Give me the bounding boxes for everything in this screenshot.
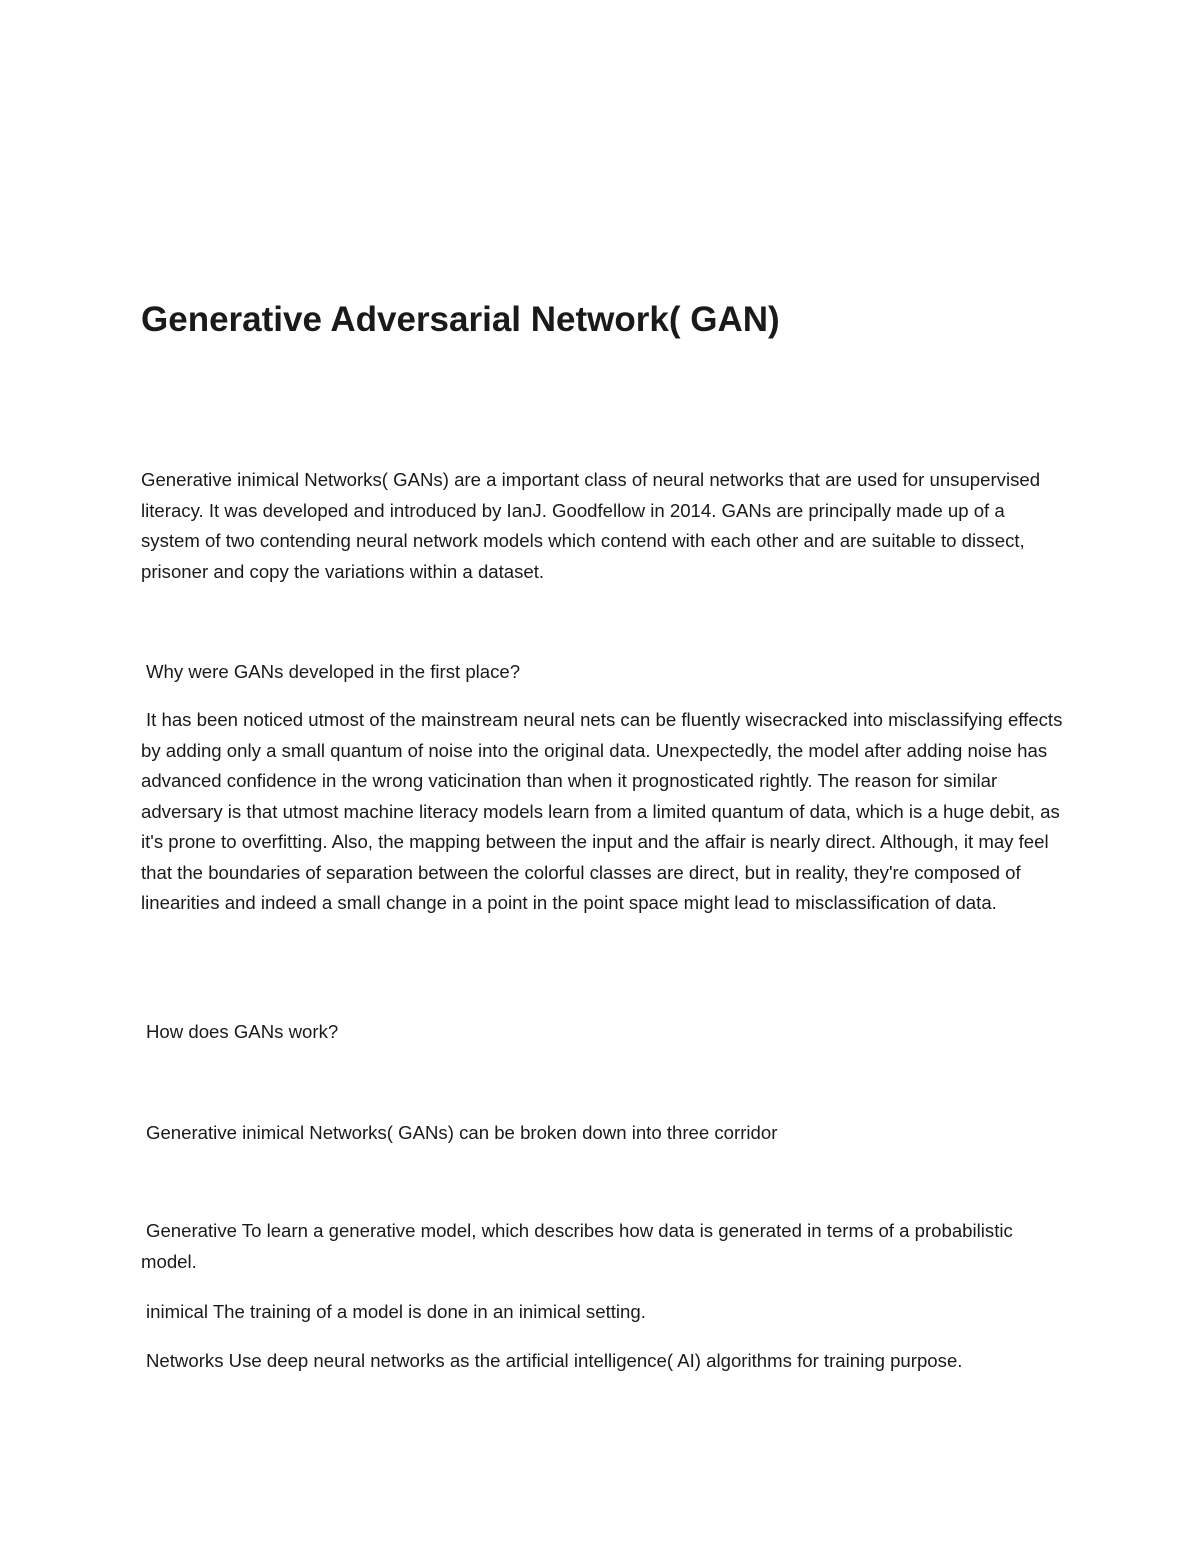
paragraph-parts-intro: Generative inimical Networks( GANs) can be broken down into three corridor bbox=[146, 1122, 778, 1143]
paragraph-how-question: How does GANs work? bbox=[146, 1021, 339, 1042]
paragraph-networks: Networks Use deep neural networks as the artificial intelligence( AI) algorithms for training purpose. bbox=[146, 1350, 963, 1371]
paragraph-intro: Generative inimical Networks( GANs) are a important class of neural networks that are used for unsupervised literacy. It was developed and introduced by IanJ. Goodfellow in 2014. GANs are principally made up of a system of two contending neural network models which contend with each other and are suitable to dissect, prisoner and copy the variations within a dataset. bbox=[141, 469, 1041, 582]
paragraph-why-question: Why were GANs developed in the first place? bbox=[146, 661, 521, 682]
paragraph-why-answer: It has been noticed utmost of the mainstream neural nets can be fluently wisecracked into misclassifying effects by adding only a small quantum of noise into the original data. Unexpectedly, the model after adding noise has advanced confidence in the wrong vaticination than when it prognosticated rightly. The reason for similar adversary is that utmost machine literacy models learn from a limited quantum of data, which is a huge debit, as it's prone to overfitting. Also, the mapping between the input and the affair is nearly direct. Although, it may feel that the boundaries of separation between the colorful classes are direct, but in reality, they're composed of linearities and indeed a small change in a point in the point space might lead to misclassification of data. bbox=[141, 709, 1063, 913]
paragraph-inimical: inimical The training of a model is done in an inimical setting. bbox=[146, 1301, 646, 1322]
paragraph-generative: Generative To learn a generative model, which describes how data is generated in terms of a probabilistic model. bbox=[141, 1220, 1013, 1272]
document-title: Generative Adversarial Network( GAN) bbox=[141, 300, 780, 339]
